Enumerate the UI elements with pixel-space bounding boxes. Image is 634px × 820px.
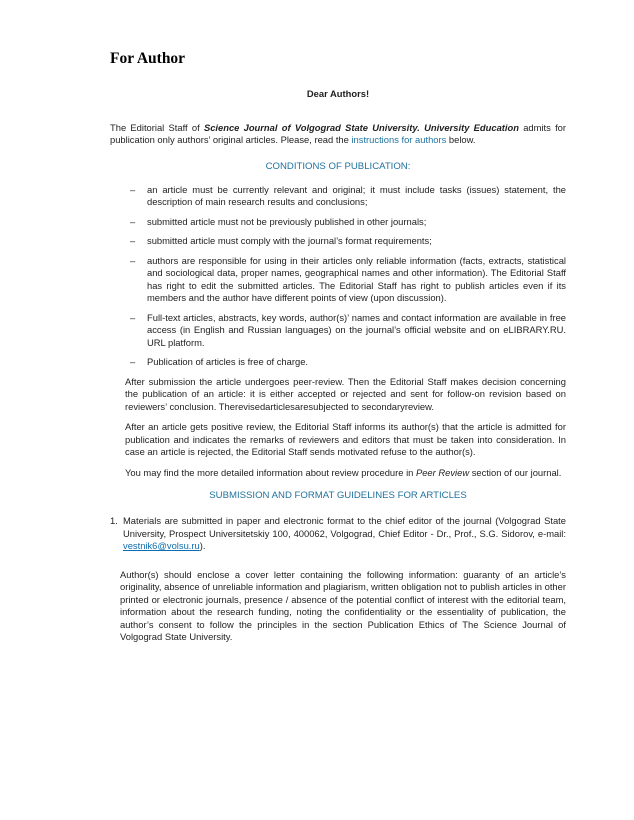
condition-item <box>130 356 566 369</box>
condition-item <box>130 184 566 209</box>
instructions-for-authors-link[interactable]: instructions for authors <box>351 134 447 145</box>
salutation: Dear Authors! <box>306 88 370 99</box>
peer-review-paragraph-2: After an article gets positive review, the Editorial Staff informs its author(s) that the article is admitted for publication and indicates the remarks of reviewers and editors that must be taken into consideration. In case an article is rejected, the Editorial Staff sends motivated refuse to the author(s). <box>125 421 566 457</box>
condition-item-text: Full-text articles, abstracts, key words, author(s)’ names and contact information are available in free access (in English and Russian languages) on the journal’s official website and on eLIBRARY.RU. URL platform. <box>147 311 566 348</box>
condition-item-text: authors are responsible for using in their articles only reliable information (facts, extracts, statistical and sociological data, proper names, geographical names and other information). The Editorial Staff has right to edit the submitted articles. The Editorial Staff has right to publish articles even if its members and the author have different points of view (upon discussion). <box>147 254 566 303</box>
numbered-item-text <box>123 515 566 553</box>
peer-review-section-ref: Peer Review <box>415 466 470 478</box>
cover-letter-paragraph: Author(s) should enclose a cover letter containing the following information: guaranty of an article’s originality, absence of unreliable information and plagiarism, written obligation not to publish articles in other printed or electronic journals, presence / absence of the potential conflict of interest with the editorial team, information about the research funding, noting the confidentiality or the essentiality of publication, the author’s consent to follow the principles in the section Publication Ethics of The Science Journal of Volgograd State University. <box>120 568 566 642</box>
condition-item <box>130 235 566 248</box>
intro-paragraph <box>110 122 566 147</box>
submission-text-1: Materials are submitted in paper and electronic format to the chief editor of the journal (Volgograd State University, Prospect Universitetskiy 100, 400062, Volgograd, Chief Editor - Dr., Prof., S.G. Sidorov, e-mail: <box>123 515 566 539</box>
intro-text-1: The Editorial Staff of <box>110 121 204 133</box>
condition-item-text: submitted article must not be previously published in other journals; <box>147 215 427 227</box>
peer-review-paragraph-3 <box>125 467 566 480</box>
peer-review-paragraph-1: After submission the article undergoes peer-review. Then the Editorial Staff makes decision concerning the publication of an article: it is either accepted or rejected and sent for follow-on revision based on reviewers’ conclusion. Therevisedarticlesaresubjected to secondaryreview. <box>125 375 566 412</box>
bullet-dash: – <box>130 215 136 227</box>
bullet-dash: – <box>130 254 136 266</box>
submission-heading: SUBMISSION AND FORMAT GUIDELINES FOR ARTICLES <box>209 490 467 501</box>
conditions-heading: CONDITIONS OF PUBLICATION: <box>265 160 411 172</box>
item-number: 1. <box>110 515 118 526</box>
intro-text-3: below. <box>446 134 476 145</box>
journal-name: Science Journal of Volgograd State University. University Education <box>203 121 519 133</box>
bullet-dash: – <box>130 183 136 195</box>
email-link[interactable]: vestnik6@volsu.ru <box>123 540 200 551</box>
peer-review-text-1: You may find the more detailed information about review procedure in <box>125 466 416 478</box>
condition-item-text: an article must be currently relevant and original; it must include tasks (issues) statement, the description of main research results and conclusions; <box>147 183 566 207</box>
peer-review-text-2: section of our journal. <box>469 466 562 478</box>
submission-text-2: ). <box>199 540 206 551</box>
numbered-item-1 <box>110 515 566 553</box>
bullet-dash: – <box>130 311 136 323</box>
page-title: For Author <box>110 50 186 67</box>
condition-item <box>130 312 566 350</box>
bullet-dash: – <box>130 356 136 367</box>
condition-item-text: submitted article must comply with the journal’s format requirements; <box>147 235 432 246</box>
condition-item <box>130 255 566 305</box>
intro-text-2: admits for publication only authors’ original articles. Please, read the <box>110 121 567 145</box>
condition-item <box>130 216 566 229</box>
conditions-list <box>110 184 566 369</box>
bullet-dash: – <box>130 235 136 246</box>
condition-item-text: Publication of articles is free of charge. <box>147 356 309 367</box>
